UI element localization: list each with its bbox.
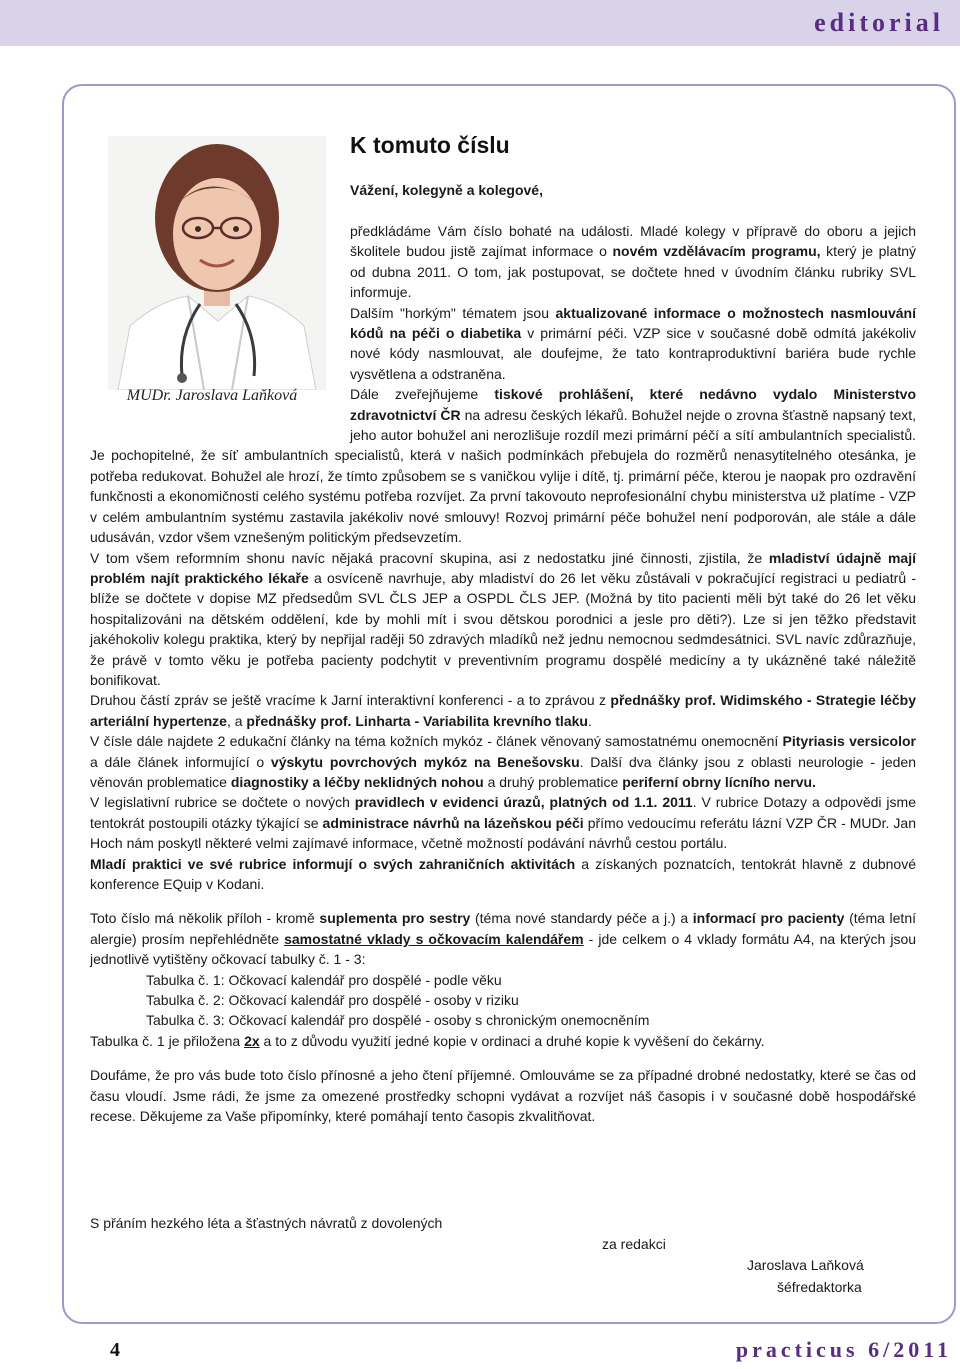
emphasis: informací pro pacienty <box>692 910 845 927</box>
text: a to z důvodu využití jedné kopie v ordinaci a druhé kopie k vyvěšení do čekárny. <box>259 1032 765 1049</box>
text: Toto číslo má několik příloh - kromě <box>90 910 320 927</box>
emphasis: novém vzdělávacím programu, <box>612 243 821 260</box>
closing-role: šéfredaktorka <box>777 1279 862 1295</box>
text: Dalším "horkým" tématem jsou <box>350 304 556 321</box>
text: . V rubrice Dotazy a odpovědi jsme tentokrát postoupili otázky týkající se <box>90 794 916 831</box>
emphasis: suplementa pro sestry <box>319 910 471 927</box>
emphasis: přednášky prof. Linharta - Variabilita krevního tlaku <box>246 712 588 729</box>
paragraph-9 <box>90 908 916 969</box>
text: který je platný od dubna 2011. O tom, jak postupovat, se dočtete hned v úvodním článku rubriky SVL informuje. <box>350 243 916 301</box>
spacer <box>90 894 916 908</box>
paragraph-6 <box>90 731 916 792</box>
text: přímo vedoucímu referátu lázní VZP ČR - MUDr. Jan Hoch nám poskytl některé velmi zajímavé informace, včetně možností podávání návrhů cestou portálu. <box>90 814 917 852</box>
text: Dále zveřejňujeme <box>350 386 495 403</box>
emphasis: Mladí praktici ve své rubrice informují o svých zahraničních aktivitách <box>90 855 576 872</box>
text: Druhou částí zpráv se ještě vracíme k Jarní interaktivní konferenci - a to zprávou z <box>90 692 611 709</box>
spacer <box>90 1051 916 1065</box>
paragraph-5 <box>90 690 916 731</box>
text: a dále článek informující o <box>90 753 271 770</box>
paragraph-8 <box>90 854 916 895</box>
text: V legislativní rubrice se dočtete o nových <box>90 794 355 811</box>
emphasis: výskytu povrchových mykóz na Benešovsku <box>270 753 580 770</box>
text: V tom všem reformním shonu navíc nějaká pracovní skupina, asi z nedostatku jiné činnosti, zjistila, že <box>90 549 769 566</box>
table-list-item: Tabulka č. 2: Očkovací kalendář pro dospělé - osoby v riziku <box>146 992 519 1009</box>
emphasis: aktualizované informace o možnostech nasmlouvání kódů na péči o diabetika <box>350 304 916 342</box>
text: a získaných poznatcích, tentokrát hlavně z dubnové konference EQuip v Kodani. <box>90 855 917 892</box>
salutation: Vážení, kolegyně a kolegové, <box>350 182 543 198</box>
text: V čísle dále najdete 2 edukační články na téma kožních mykóz - článek věnovaný samostatnému onemocnění <box>90 733 783 750</box>
paragraph-10 <box>90 1031 916 1051</box>
paragraph-4 <box>90 548 916 691</box>
table-list-item: Tabulka č. 1: Očkovací kalendář pro dospělé - podle věku <box>146 971 502 988</box>
emphasis: mladiství údajně mají problém najít praktického lékaře <box>90 549 916 586</box>
emphasis: diagnostiky a léčby neklidných nohou <box>230 773 484 790</box>
article-title: K tomuto číslu <box>350 132 510 158</box>
paragraph-11: Doufáme, že pro vás bude toto číslo přínosné a jeho čtení příjemné. Omlouváme se za případné drobné nedostatky, které se čas od času vloudí. Jsme rádi, že jsme za omezené prostředky schopni vydávat a rozvíjet náš časopis i v současné době hospodářské recese. Děkujeme za Vaše připomínky, které pomáhají tento časopis zkvalitňovat. <box>90 1067 916 1125</box>
text: na adresu českých lékařů. Bohužel nejde o zrovna šťastně napsaný text, jeho autor bohužel ani nerozlišuje rozdíl mezi primární péčí a sítí ambulantních specialistů. Je pochopitelné, že síť ambulantních specialistů, která v našich podmínkách přebujela do rozměrů nenasytitelného otesánka, je potřeba redukovat. Bohužel ale hrozí, že tímto způsobem se s vaničkou vylije i dítě, tj. primární péče, kterou je naopak pro ozdravění funkčnosti a ekonomičnosti celého systému potřeba rozvíjet. Za první takovouto neprofesionální chybu ministerstva už platíme - VZP v celém ambulantním systému zastavila jakékoliv nové smlouvy! Rozvoj primární péče bohužel není podporován, ale stále a dále udusáván, vzdor všem vznešeným politickým předsevzetím. <box>90 406 917 546</box>
page-number: 4 <box>110 1339 120 1361</box>
photo-caption: MUDr. Jaroslava Laňková <box>126 387 298 404</box>
emphasis: pravidlech v evidenci úrazů, platných od 1.1. 2011 <box>354 794 693 811</box>
closing-for-editors: za redakci <box>602 1236 666 1252</box>
emphasis: přednášky prof. Widimského - Strategie léčby arteriální hypertenze <box>90 692 916 729</box>
text: , a <box>226 712 247 729</box>
text: a osvíceně navrhuje, aby mladiství do 26 let věku zůstávali v pokračující registraci u pediatrů - blíže se dočtete v dopise MZ předsedům SVL ČLS JEP a OSPDL ČLS JEP. (Možná by tito pacienti měli být také do 26 let věku hospitalizováni na dětském oddělení, kde by mohli mít i svou dětskou porodnici a jesle pro děti?). Lze si jen těžko představit jakéhokoliv kolegu praktika, který by nepřijal raději 50 zdravých mladíků než jednu nemocnou sedmdesátnici. SVL navíc zdůrazňuje, že právě v tomto věku je potřeba pacienty podchytit v preventivním programu dospělé medicíny a ty ukázněné také náležitě bonifikovat. <box>90 569 916 688</box>
section-label: editorial <box>814 8 944 37</box>
closing-greeting: S přáním hezkého léta a šťastných návratů z dovolených <box>90 1215 443 1231</box>
paragraph-7 <box>90 792 916 853</box>
text: Tabulka č. 1 je přiložena <box>90 1032 245 1049</box>
emphasis: periferní obrny lícního nervu. <box>622 773 816 790</box>
text: . Další dva články jsou z oblasti neurologie - jeden věnován problematice <box>90 753 917 790</box>
text: v primární péči. VZP sice v současné době odmítá jakékoliv nové kódy nasmlouvat, ale doufejme, že tato kontraproduktivní bariéra bude rychle vysvětlena a odstraněna. <box>350 325 917 382</box>
closing-name: Jaroslava Laňková <box>747 1257 864 1273</box>
emphasis: Pityriasis versicolor <box>782 733 916 750</box>
emphasis: tiskové prohlášení, které nedávno vydalo Ministerstvo zdravotnictví ČR <box>350 386 916 423</box>
journal-issue: practicus 6/2011 <box>735 1337 952 1362</box>
text: a druhý problematice <box>483 773 623 790</box>
text: (téma nové standardy péče a j.) a <box>470 910 693 927</box>
article-body <box>90 221 916 1126</box>
text: . <box>587 712 592 729</box>
underlined-emphasis: 2x <box>244 1032 260 1049</box>
text: - jde celkem o 4 vklady formátu A4, na kterých jsou jednotlivě vytištěny očkovací tabulky č. 1 - 3: <box>90 930 917 968</box>
underlined-emphasis: samostatné vklady s očkovacím kalendářem <box>284 930 584 947</box>
photo-float-space <box>90 221 350 443</box>
table-list-item: Tabulka č. 3: Očkovací kalendář pro dospělé - osoby s chronickým onemocněním <box>146 1012 650 1029</box>
text: předkládáme Vám číslo bohaté na události. Mladé kolegy v přípravě do oboru a jejich školitele budou jistě zajímat informace o <box>350 223 916 260</box>
emphasis: administrace návrhů na lázeňskou péči <box>322 814 584 831</box>
text: (téma letní alergie) prosím nepřehlédněte <box>90 910 917 947</box>
